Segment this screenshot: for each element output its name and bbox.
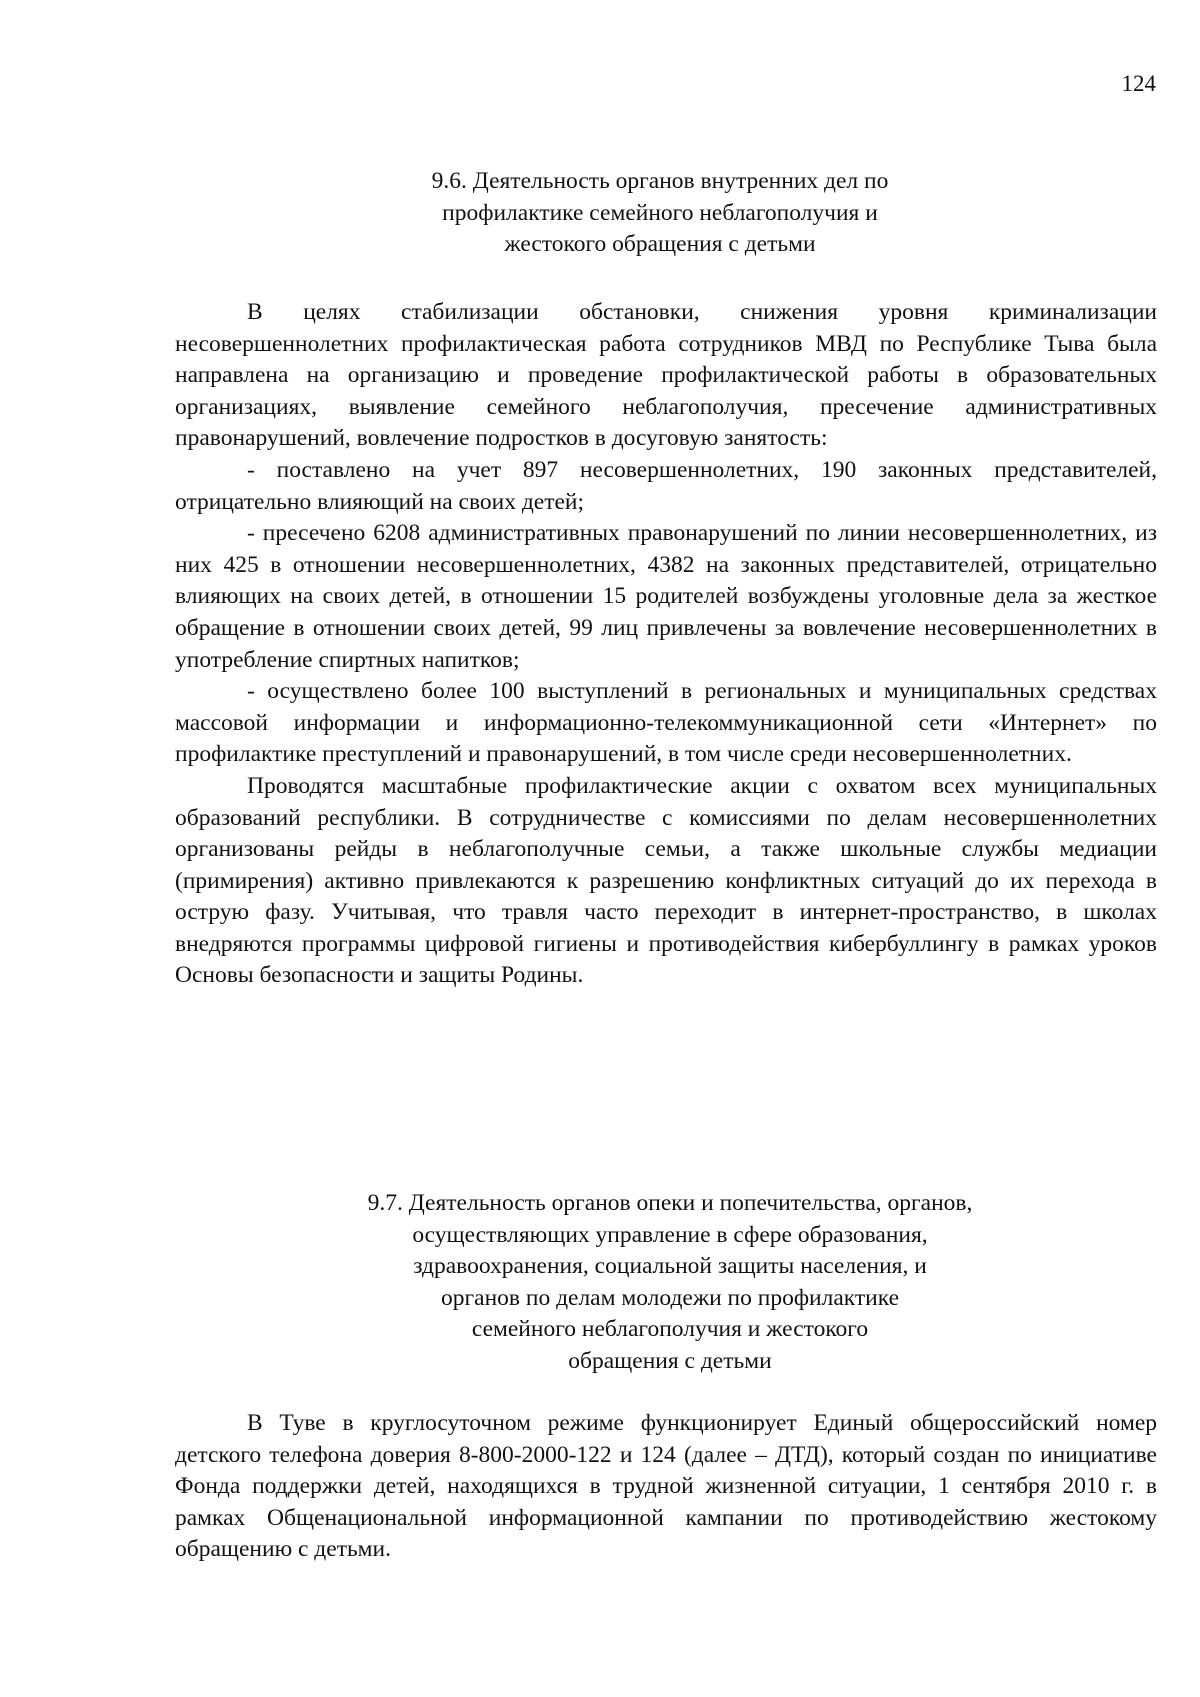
heading-line: 9.7. Деятельность органов опеки и попечительства, органов,	[367, 1190, 973, 1216]
section-9-7-body	[175, 1408, 1157, 1566]
section-9-6-body	[175, 297, 1157, 992]
heading-line: жестокого обращения с детьми	[504, 231, 816, 257]
page-number: 124	[1121, 71, 1156, 96]
heading-line: органов по делам молодежи по профилактике	[441, 1284, 899, 1311]
list-item-violations: - пресечено 6208 административных правонарушений по линии несовершеннолетних, из них 425 в отношении несовершеннолетних, 4382 на законных представителей, отрицательно влияющих на своих детей, в отношении 15 родителей возбуждены уголовные дела за жесткое обращение в отношении своих детей, 99 лиц привлечены за вовлечение несовершеннолетних в употребление спиртных напитков;	[175, 520, 1157, 673]
heading-line: здравоохранения, социальной защиты населения, и	[413, 1253, 927, 1279]
list-item-registered: - поставлено на учет 897 несовершеннолетних, 190 законных представителей, отрицательно влияющий на своих детей;	[175, 456, 1157, 515]
heading-line: 9.6. Деятельность органов внутренних дел по	[431, 168, 889, 194]
heading-line: семейного неблагополучия и жестокого	[471, 1316, 869, 1342]
paragraph-actions: Проводятся масштабные профилактические акции с охватом всех муниципальных образований республики. В сотрудничестве с комиссиями по делам несовершеннолетних организованы рейды в неблагополучные семьи, а также школьные службы медиации (примирения) активно привлекаются к разрешению конфликтных ситуаций до их перехода в острую фазу. Учитывая, что травля часто переходит в интернет-пространство, в школах внедряются программы цифровой гигиены и противодействия кибербуллингу в рамках уроков Основы безопасности и защиты Родины.	[175, 772, 1157, 989]
heading-line: обращения с детьми	[568, 1347, 772, 1374]
heading-line: профилактике семейного неблагополучия и	[442, 199, 878, 226]
paragraph-helpline: В Туве в круглосуточном режиме функционирует Единый общероссийский номер детского телефона доверия 8-800-2000-122 и 124 (далее – ДТД), который создан по инициативе Фонда поддержки детей, находящихся в трудной жизненной ситуации, 1 сентября 2010 г. в рамках Общенациональной информационной кампании по противодействию жестокому обращению с детьми.	[175, 1410, 1157, 1563]
list-item-media: - осуществлено более 100 выступлений в региональных и муниципальных средствах массовой информации и информационно-телекоммуникационной сети «Интернет» по профилактике преступлений и правонарушений, в том числе среди несовершеннолетних.	[175, 678, 1157, 768]
section-9-6-heading	[300, 166, 1020, 261]
heading-line: осуществляющих управление в сфере образования,	[412, 1221, 928, 1248]
paragraph-intro: В целях стабилизации обстановки, снижения уровня криминализации несовершеннолетних профилактическая работа сотрудников МВД по Республике Тыва была направлена на организацию и проведение профилактической работы в образовательных организациях, выявление семейного неблагополучия, пресечение административных правонарушений, вовлечение подростков в досуговую занятость:	[175, 299, 1157, 452]
section-9-7-heading	[230, 1188, 1110, 1377]
